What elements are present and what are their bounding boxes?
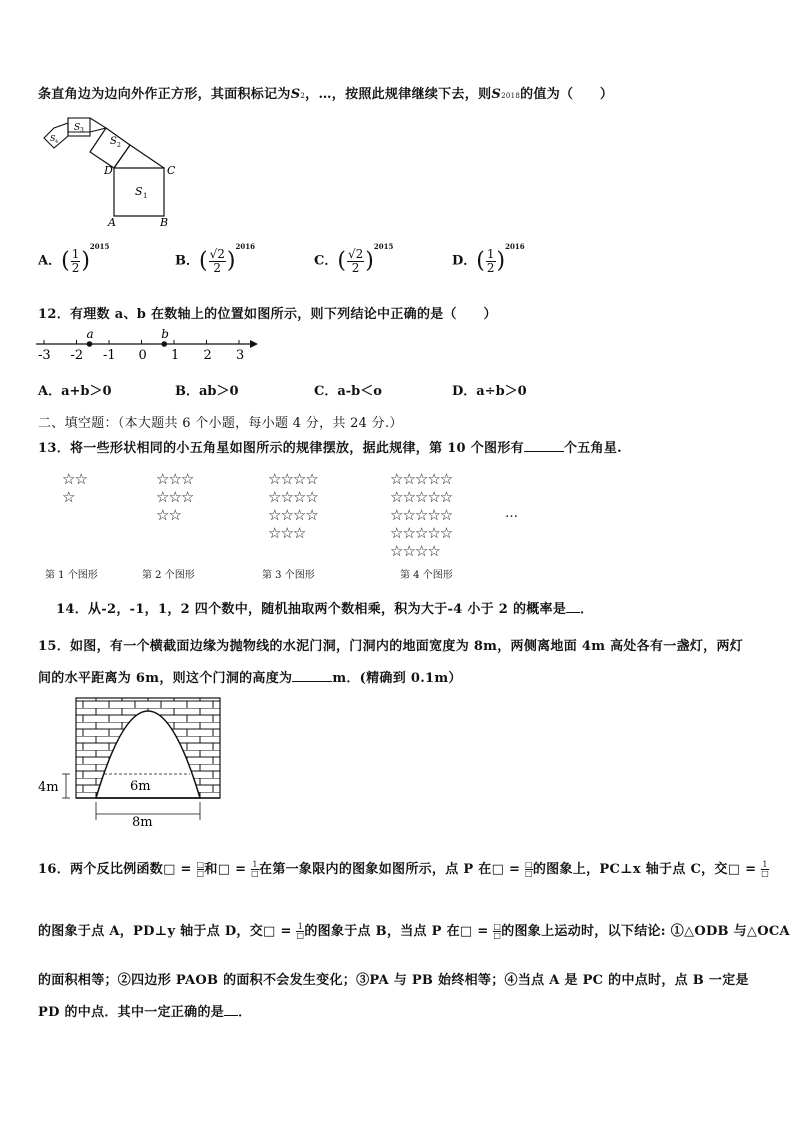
fig-label-s1: S — [135, 185, 143, 198]
svg-text:2: 2 — [117, 142, 121, 149]
answer-blank[interactable] — [524, 439, 564, 452]
fig-label-d: D — [104, 164, 113, 177]
fig-label-s4: S — [50, 134, 56, 143]
axis-tick-label: 2 — [203, 348, 212, 363]
star-row: ☆ — [62, 488, 75, 506]
q12-option-b[interactable]: B．ab＞0 — [175, 384, 239, 399]
q12-number-line — [34, 324, 259, 364]
fig-label-a: A — [108, 216, 116, 229]
star-row: ☆☆☆ — [268, 524, 306, 542]
q16-line1: 16．两个反比例函数□ = $\frac{□}{□}$和□ = $\frac{1}{□}$在第一象限内的图象如图所示，点 P 在□ = $\frac{□}{□}$的图象上，PC⊥x 轴于点 C，交□ = $\frac{1}{□}$ — [38, 860, 770, 878]
answer-blank[interactable] — [224, 1003, 238, 1016]
star-row: ☆☆☆☆ — [390, 542, 440, 560]
figure-caption: 第 4 个图形 — [400, 570, 453, 581]
point-a — [87, 341, 93, 347]
q13-stem: 13．将一些形状相同的小五角星如图所示的规律摆放，据此规律，第 10 个图形有 个五角星. — [38, 441, 622, 456]
figure-caption: 第 1 个图形 — [45, 570, 98, 581]
star-row: ☆☆☆ — [156, 488, 194, 506]
star-row: ☆☆☆☆ — [268, 506, 318, 524]
base-width-label: 8m — [132, 815, 153, 829]
q15-line1: 15．如图，有一个横截面边缘为抛物线的水泥门洞，门洞内的地面宽度为 8m，两侧离地面 4m 高处各有一盏灯，两灯 — [38, 639, 744, 654]
height-label: 4m — [38, 780, 59, 795]
answer-blank[interactable] — [566, 600, 580, 613]
fig-label-c: C — [167, 164, 176, 177]
axis-tick-label: 0 — [138, 348, 147, 363]
axis-tick-label: -3 — [38, 348, 51, 363]
svg-text:3: 3 — [80, 127, 84, 134]
section-heading: 二、填空题：（本大题共 6 个小题，每小题 4 分，共 24 分.） — [38, 416, 403, 431]
star-row: ☆☆☆☆☆ — [390, 506, 453, 524]
q11-option-c[interactable]: C．( $\frac{√2}{2}$ )$^{2015}$ — [314, 242, 394, 275]
q11-option-d[interactable]: D．( $\frac{1}{2}$ )$^{2016}$ — [452, 242, 525, 275]
fig-label-b: B — [160, 216, 169, 229]
svg-text:1: 1 — [143, 192, 148, 200]
svg-text:4: 4 — [55, 139, 59, 145]
fig-label-s3: S — [74, 123, 81, 133]
star-row: ☆☆☆ — [156, 470, 194, 488]
inner-width-label: 6m — [130, 779, 151, 794]
q12-stem: 12．有理数 a、b 在数轴上的位置如图所示，则下列结论中正确的是（ ） — [38, 307, 497, 322]
q14-stem: 14．从-2，-1，1，2 四个数中，随机抽取两个数相乘，积为大于-4 小于 2 的概率是 ． — [56, 602, 594, 617]
star-row: ☆☆ — [156, 506, 181, 524]
q11-option-b[interactable]: B．( $\frac{√2}{2}$ )$^{2016}$ — [175, 242, 255, 275]
axis-tick-label: -2 — [70, 348, 84, 363]
axis-tick-label: -1 — [103, 348, 116, 363]
q11-option-a[interactable]: A．( $\frac{1}{2}$ )$^{2015}$ — [38, 242, 110, 275]
q11-stem: 条直角边为边向外作正方形，其面积标记为S2，…，按照此规律继续下去，则S2018的值为（ ） — [38, 87, 614, 102]
q16-line3: 的面积相等；②四边形 PAOB 的面积不会发生变化；③PA 与 PB 始终相等；④当点 A 是 PC 的中点时，点 B 一定是 — [38, 973, 749, 988]
figure-caption: 第 3 个图形 — [262, 570, 315, 581]
q16-line4: PD 的中点．其中一定正确的是 ． — [38, 1005, 252, 1020]
star-row: ☆☆☆☆ — [268, 470, 318, 488]
point-b — [161, 341, 167, 347]
axis-tick-label: 3 — [236, 348, 245, 363]
star-row: ☆☆☆☆☆ — [390, 470, 453, 488]
ellipsis: … — [505, 506, 518, 521]
star-row: ☆☆ — [62, 470, 87, 488]
answer-blank[interactable] — [292, 669, 332, 682]
q12-option-c[interactable]: C．a-b＜o — [314, 384, 382, 399]
q15-arch-figure — [38, 694, 228, 829]
star-row: ☆☆☆☆ — [268, 488, 318, 506]
q16-line2: 的图象于点 A，PD⊥y 轴于点 D，交□ = $\frac{1}{□}$的图象于点 B，当点 P 在□ = $\frac{□}{□}$的图象上运动时，以下结论: ①△ODB 与△OCA — [38, 922, 790, 940]
point-label-a: a — [86, 327, 94, 341]
q11-squares-figure — [40, 108, 185, 230]
q12-option-a[interactable]: A．a+b＞0 — [38, 384, 112, 399]
figure-caption: 第 2 个图形 — [142, 570, 195, 581]
star-row: ☆☆☆☆☆ — [390, 524, 453, 542]
q12-option-d[interactable]: D．a÷b＞0 — [452, 384, 527, 399]
point-label-b: b — [161, 327, 169, 341]
star-row: ☆☆☆☆☆ — [390, 488, 453, 506]
axis-tick-label: 1 — [171, 348, 180, 363]
q15-line2: 间的水平距离为 6m，则这个门洞的高度为 m．(精确到 0.1m） — [38, 671, 462, 686]
fig-label-s2: S — [110, 136, 117, 147]
